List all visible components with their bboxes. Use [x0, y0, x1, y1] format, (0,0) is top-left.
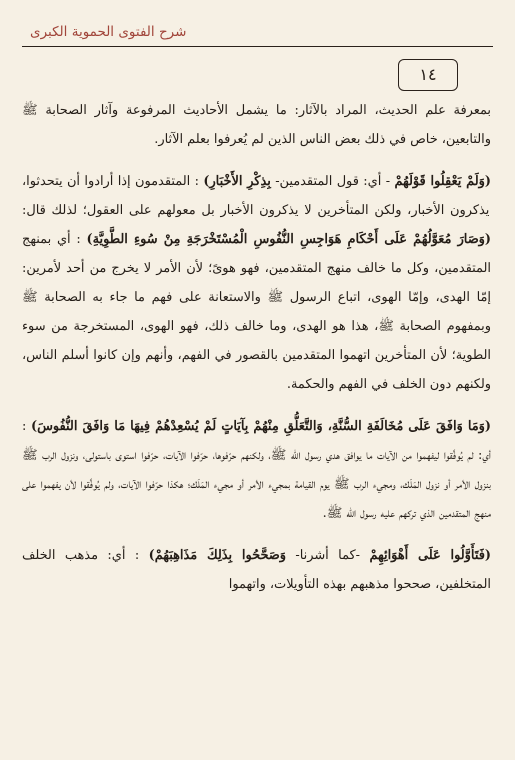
- paragraph-1: بمعرفة علم الحديث، المراد بالآثار: ما يشمل الأحاديث المرفوعة وآثار الصحابة ﷺ والتابعين، خاص في ذلك بعض الناس الذين لم يُعرفوا بعلم الآثار.: [22, 103, 491, 147]
- inline-text: : أي بمنهج المتقدمين، وكل ما خالف منهج المتقدمين، فهو هوىً؛ لأن الأمر لا يخرج من أحد لأمرين: إمّا الهدى، وإمّا الهوى، اتباع الرسول ﷺ والاستعانة على فهم ما جاء به الصحابة ﷺ وبمفهوم الصحابة ﷺ، هذا هو الهدى، وما خالف ذلك، فهو الهوى، المستخرجة من سوء الطوية؛ لأن المتأخرين اتهموا المتقدمين بالقصور في الفهم، وأنهم وإن كانوا أسلم الناس، ولكنهم دون الخلف في الفهم والحكمة.: [22, 232, 491, 392]
- page-number: ١٤: [398, 59, 458, 91]
- quoted-text: (وَصَارَ مُعَوَّلُهُمْ عَلَى أَحْكَامِ هَوَاجِسِ النُّفُوسِ الْمُسْتَخْرَجَةِ مِنْ سُوءِ الطَّوِيَّةِ): [86, 232, 491, 247]
- inline-text: : أي: مذهب الخلف المتخلفين، صححوا مذهبهم بهذه التأويلات، واتهموا: [22, 548, 491, 592]
- inline-text: - أي: قول المتقدمين-: [270, 174, 391, 189]
- paragraph-2: [22, 167, 491, 399]
- inline-text: -كما أشرنا-: [285, 548, 361, 563]
- header-rule: [22, 46, 493, 47]
- inline-text: : أي: لم يُوفَّقوا ليفهموا من الآيات ما يوافق هدي رسول الله ﷺ، ولكنهم حرّفوها، حرّفوا الآيات، حرّفوا استوى باستولى، ونزول الرب ﷺ بنزول الأمر أو نزول المَلَك، ومجيء الرب ﷺ يوم القيامة بمجيء الأمر أو مجيء المَلَك؛ هكذا حرّفوا الآيات، ولم يُوفَّقوا لأن يفهموا على منهج المتقدمين الذي تركهم عليه رسول الله ﷺ.: [22, 419, 491, 521]
- page-body: [22, 96, 491, 599]
- inline-text: : المتقدمون إذا أرادوا أن يتحدثوا، يذكرون الأخبار، ولكن المتأخرين لا يذكرون الأخبار بل معولهم على العقول؛ لذلك قال:: [22, 174, 490, 218]
- quoted-text: بِذِكْرِ الأَخْبَارِ): [203, 174, 271, 189]
- quoted-text: (فَتَأَوَّلُوا عَلَى أَهْوَائِهِمْ: [369, 548, 491, 563]
- paragraph-3: [22, 412, 491, 528]
- quoted-text: (وَلَمْ يَعْقِلُوا قَوْلَهُمْ: [394, 174, 491, 189]
- paragraph-4: [22, 541, 491, 599]
- quoted-text: (وَمَا وَافَقَ عَلَى مُخَالَفَةِ السُّنَّةِ، وَالتَّعَلُّقِ مِنْهُمْ بِآيَاتٍ لَمْ يُسْعِدْهُمْ فِيهَا مَا وَافَقَ النُّفُوسَ): [31, 419, 491, 434]
- quoted-text: وَصَحَّحُوا بِذَلِكَ مَذَاهِبَهُمْ): [148, 548, 286, 563]
- running-title: شرح الفتوى الحموية الكبرى: [30, 24, 187, 40]
